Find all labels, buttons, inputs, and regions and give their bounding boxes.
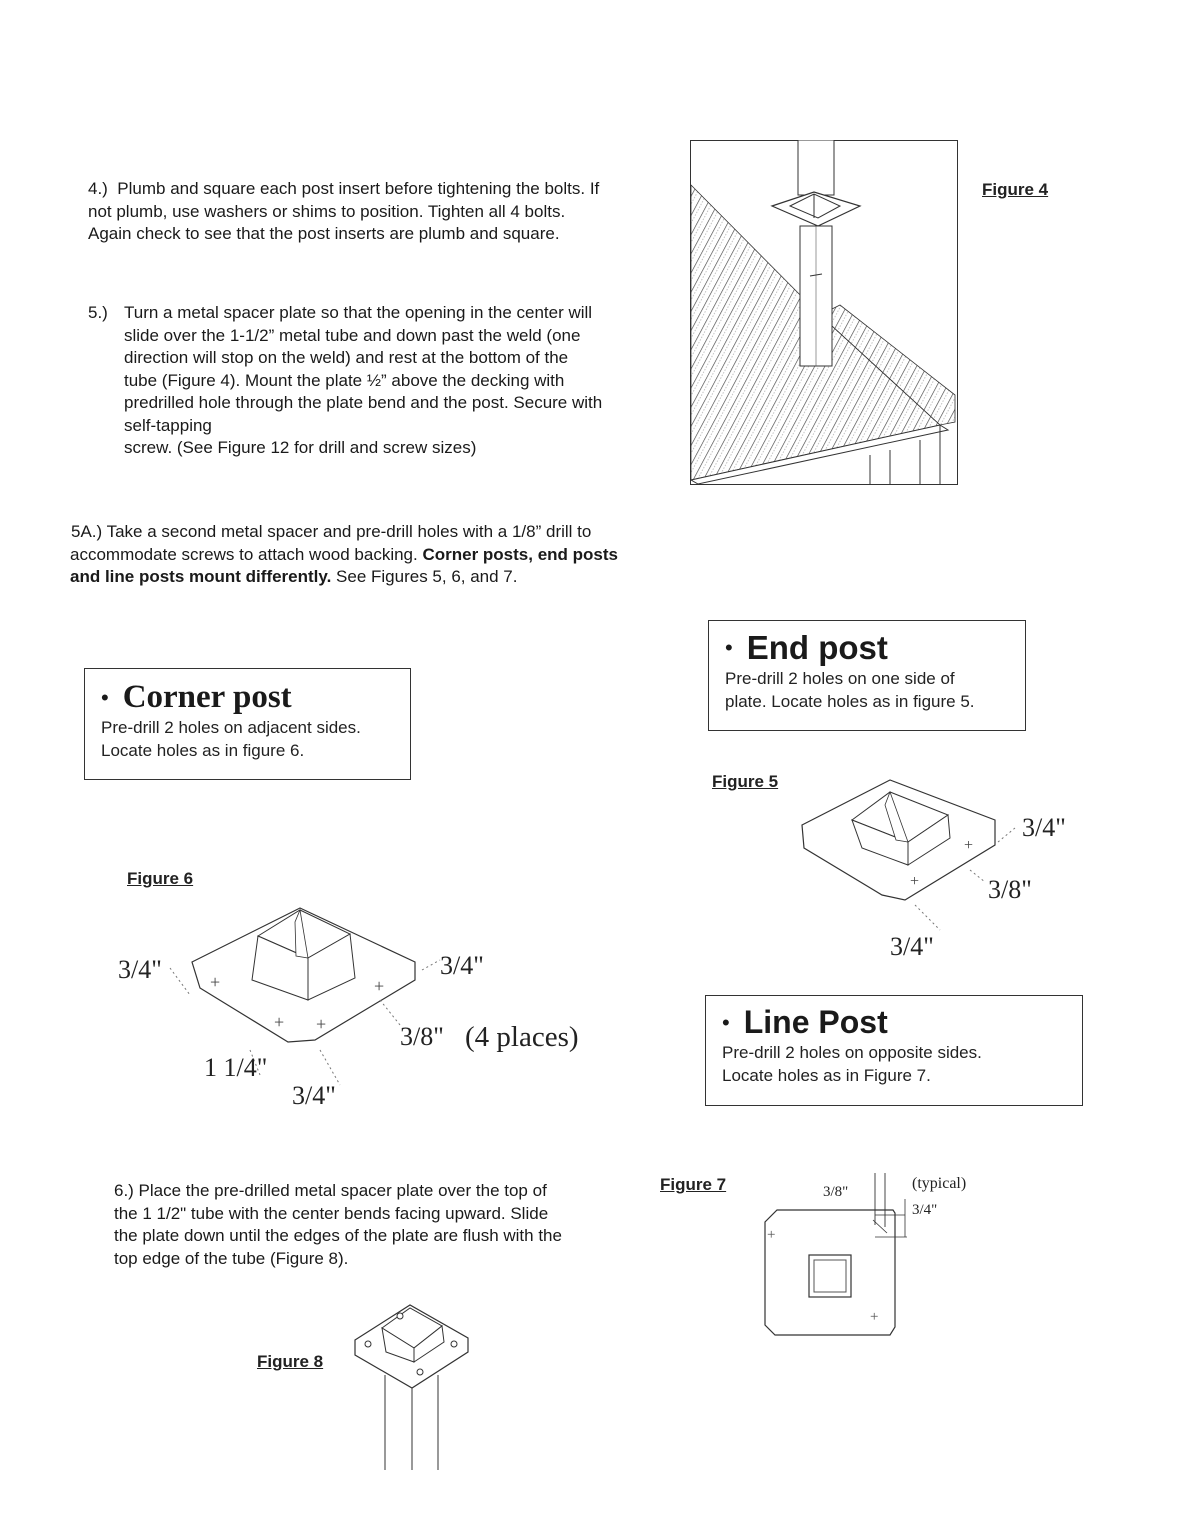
step5a-line2 xyxy=(70,544,690,567)
line-post-box xyxy=(705,995,1083,1106)
figure8-illustration xyxy=(350,1300,475,1475)
step4-line2: not plumb, use washers or shims to position. Tighten all 4 bolts. xyxy=(88,201,566,221)
hole-mark xyxy=(417,1369,423,1375)
hole-mark: + xyxy=(910,873,920,890)
step6-text xyxy=(114,1180,634,1270)
corner-post-plate-drawing xyxy=(110,900,590,1120)
fig6-dim-e: 3/4" xyxy=(292,1081,336,1110)
end-post-title: End post xyxy=(746,629,888,666)
figure4-illustration xyxy=(690,140,958,485)
hole-mark xyxy=(451,1341,457,1347)
fig7-typical: (typical) xyxy=(912,1175,967,1192)
fig7-dim-a: 3/8" xyxy=(823,1184,849,1200)
hole-mark: + xyxy=(964,837,974,854)
fig7-dim-c: 3/4" xyxy=(912,1202,938,1218)
line-post-title: Line Post xyxy=(743,1004,888,1040)
bullet-icon: • xyxy=(101,684,109,710)
figure7-illustration xyxy=(755,1165,985,1350)
figure5-illustration xyxy=(790,770,1080,970)
step4-line3: Again check to see that the post inserts are plumb and square. xyxy=(88,224,560,243)
hole-mark: + xyxy=(210,972,221,992)
fig5-dim-a: 3/4" xyxy=(1022,813,1066,842)
fig6-dim-c: 3/8" xyxy=(400,1022,444,1051)
line-post-heading xyxy=(722,1004,1082,1041)
fig5-dim-c: 3/4" xyxy=(890,932,934,961)
fig6-dim-a: 3/4" xyxy=(118,955,162,984)
hole-mark: + xyxy=(767,1227,776,1243)
end-post-heading xyxy=(725,629,1025,667)
step4-number: 4.) xyxy=(88,179,108,198)
step5a-line1: 5A.) Take a second metal spacer and pre-drill holes with a 1/8” drill to xyxy=(71,522,592,541)
step6-line: the plate down until the edges of the plate are flush with the xyxy=(114,1226,562,1245)
figure5-label: Figure 5 xyxy=(712,772,779,791)
hole-mark xyxy=(365,1341,371,1347)
step5-number: 5.) xyxy=(88,303,108,322)
corner-post-box xyxy=(84,668,411,780)
step5a-line2-bold: Corner posts, end posts xyxy=(422,544,618,564)
step5a-line3 xyxy=(70,566,690,589)
line-post-desc-line1: Pre-drill 2 holes on opposite sides. xyxy=(722,1043,982,1062)
figure8-label: Figure 8 xyxy=(257,1352,324,1371)
step5-text xyxy=(124,302,664,460)
hole-mark: + xyxy=(274,1012,285,1032)
fig6-dim-d: 1 1/4" xyxy=(204,1053,268,1082)
hole-mark: + xyxy=(374,976,385,996)
corner-post-heading xyxy=(101,679,410,716)
step6-line: 6.) Place the pre-drilled metal spacer plate over the top of xyxy=(114,1181,547,1200)
step5-line: slide over the 1-1/2” metal tube and down past the weld (one xyxy=(124,325,581,345)
step5-line: predrilled hole through the plate bend and the post. Secure with xyxy=(124,393,603,412)
line-post-plate-drawing xyxy=(755,1165,985,1350)
bullet-icon: • xyxy=(722,1009,730,1035)
figure4-label: Figure 4 xyxy=(982,180,1049,199)
step5-line: direction will stop on the weld) and rest at the bottom of the xyxy=(124,348,569,367)
end-post-desc-line1: Pre-drill 2 holes on one side of xyxy=(725,669,955,688)
step5-line: Turn a metal spacer plate so that the opening in the center will xyxy=(124,303,593,322)
figure6-illustration xyxy=(110,900,590,1120)
hole-mark xyxy=(397,1313,403,1319)
end-post-desc-line2: plate. Locate holes as in figure 5. xyxy=(725,692,975,711)
step5-line: screw. (See Figure 12 for drill and screw sizes) xyxy=(124,438,477,457)
step5a-text xyxy=(70,521,690,589)
figure6-label: Figure 6 xyxy=(127,869,194,888)
bullet-icon: • xyxy=(725,635,733,660)
step5a-line2-plain: accommodate screws to attach wood backing. xyxy=(70,544,423,564)
hole-mark: + xyxy=(870,1309,879,1325)
figure7-label: Figure 7 xyxy=(660,1175,727,1194)
fig6-places: (4 places) xyxy=(465,1021,579,1053)
step6-line: top edge of the tube (Figure 8). xyxy=(114,1248,349,1268)
step4-line1-text: Plumb and square each post insert before tightening the bolts. If xyxy=(117,179,600,198)
fig5-dim-b: 3/8" xyxy=(988,875,1032,904)
step4-text xyxy=(88,178,668,246)
tube-with-plate-drawing xyxy=(350,1300,475,1475)
step6-line: the 1 1/2" tube with the center bends facing upward. Slide xyxy=(114,1203,549,1223)
corner-post-title: Corner post xyxy=(122,679,292,715)
corner-post-desc-line2: Locate holes as in figure 6. xyxy=(101,741,305,760)
step5-line: self-tapping xyxy=(124,415,212,435)
end-post-box xyxy=(708,620,1026,731)
fig6-dim-b: 3/4" xyxy=(440,951,484,980)
corner-post-desc-line1: Pre-drill 2 holes on adjacent sides. xyxy=(101,718,361,737)
step5-line: tube (Figure 4). Mount the plate ½” above the decking with xyxy=(124,370,565,390)
line-post-desc-line2: Locate holes as in Figure 7. xyxy=(722,1066,931,1085)
step4-line1 xyxy=(88,178,668,201)
step5a-line3-plain: See Figures 5, 6, and 7. xyxy=(331,567,518,586)
hole-mark: + xyxy=(316,1014,327,1034)
step5a-line3-bold: and line posts mount differently. xyxy=(70,567,332,586)
deck-post-drawing xyxy=(690,140,958,485)
end-post-plate-drawing xyxy=(790,770,1080,970)
